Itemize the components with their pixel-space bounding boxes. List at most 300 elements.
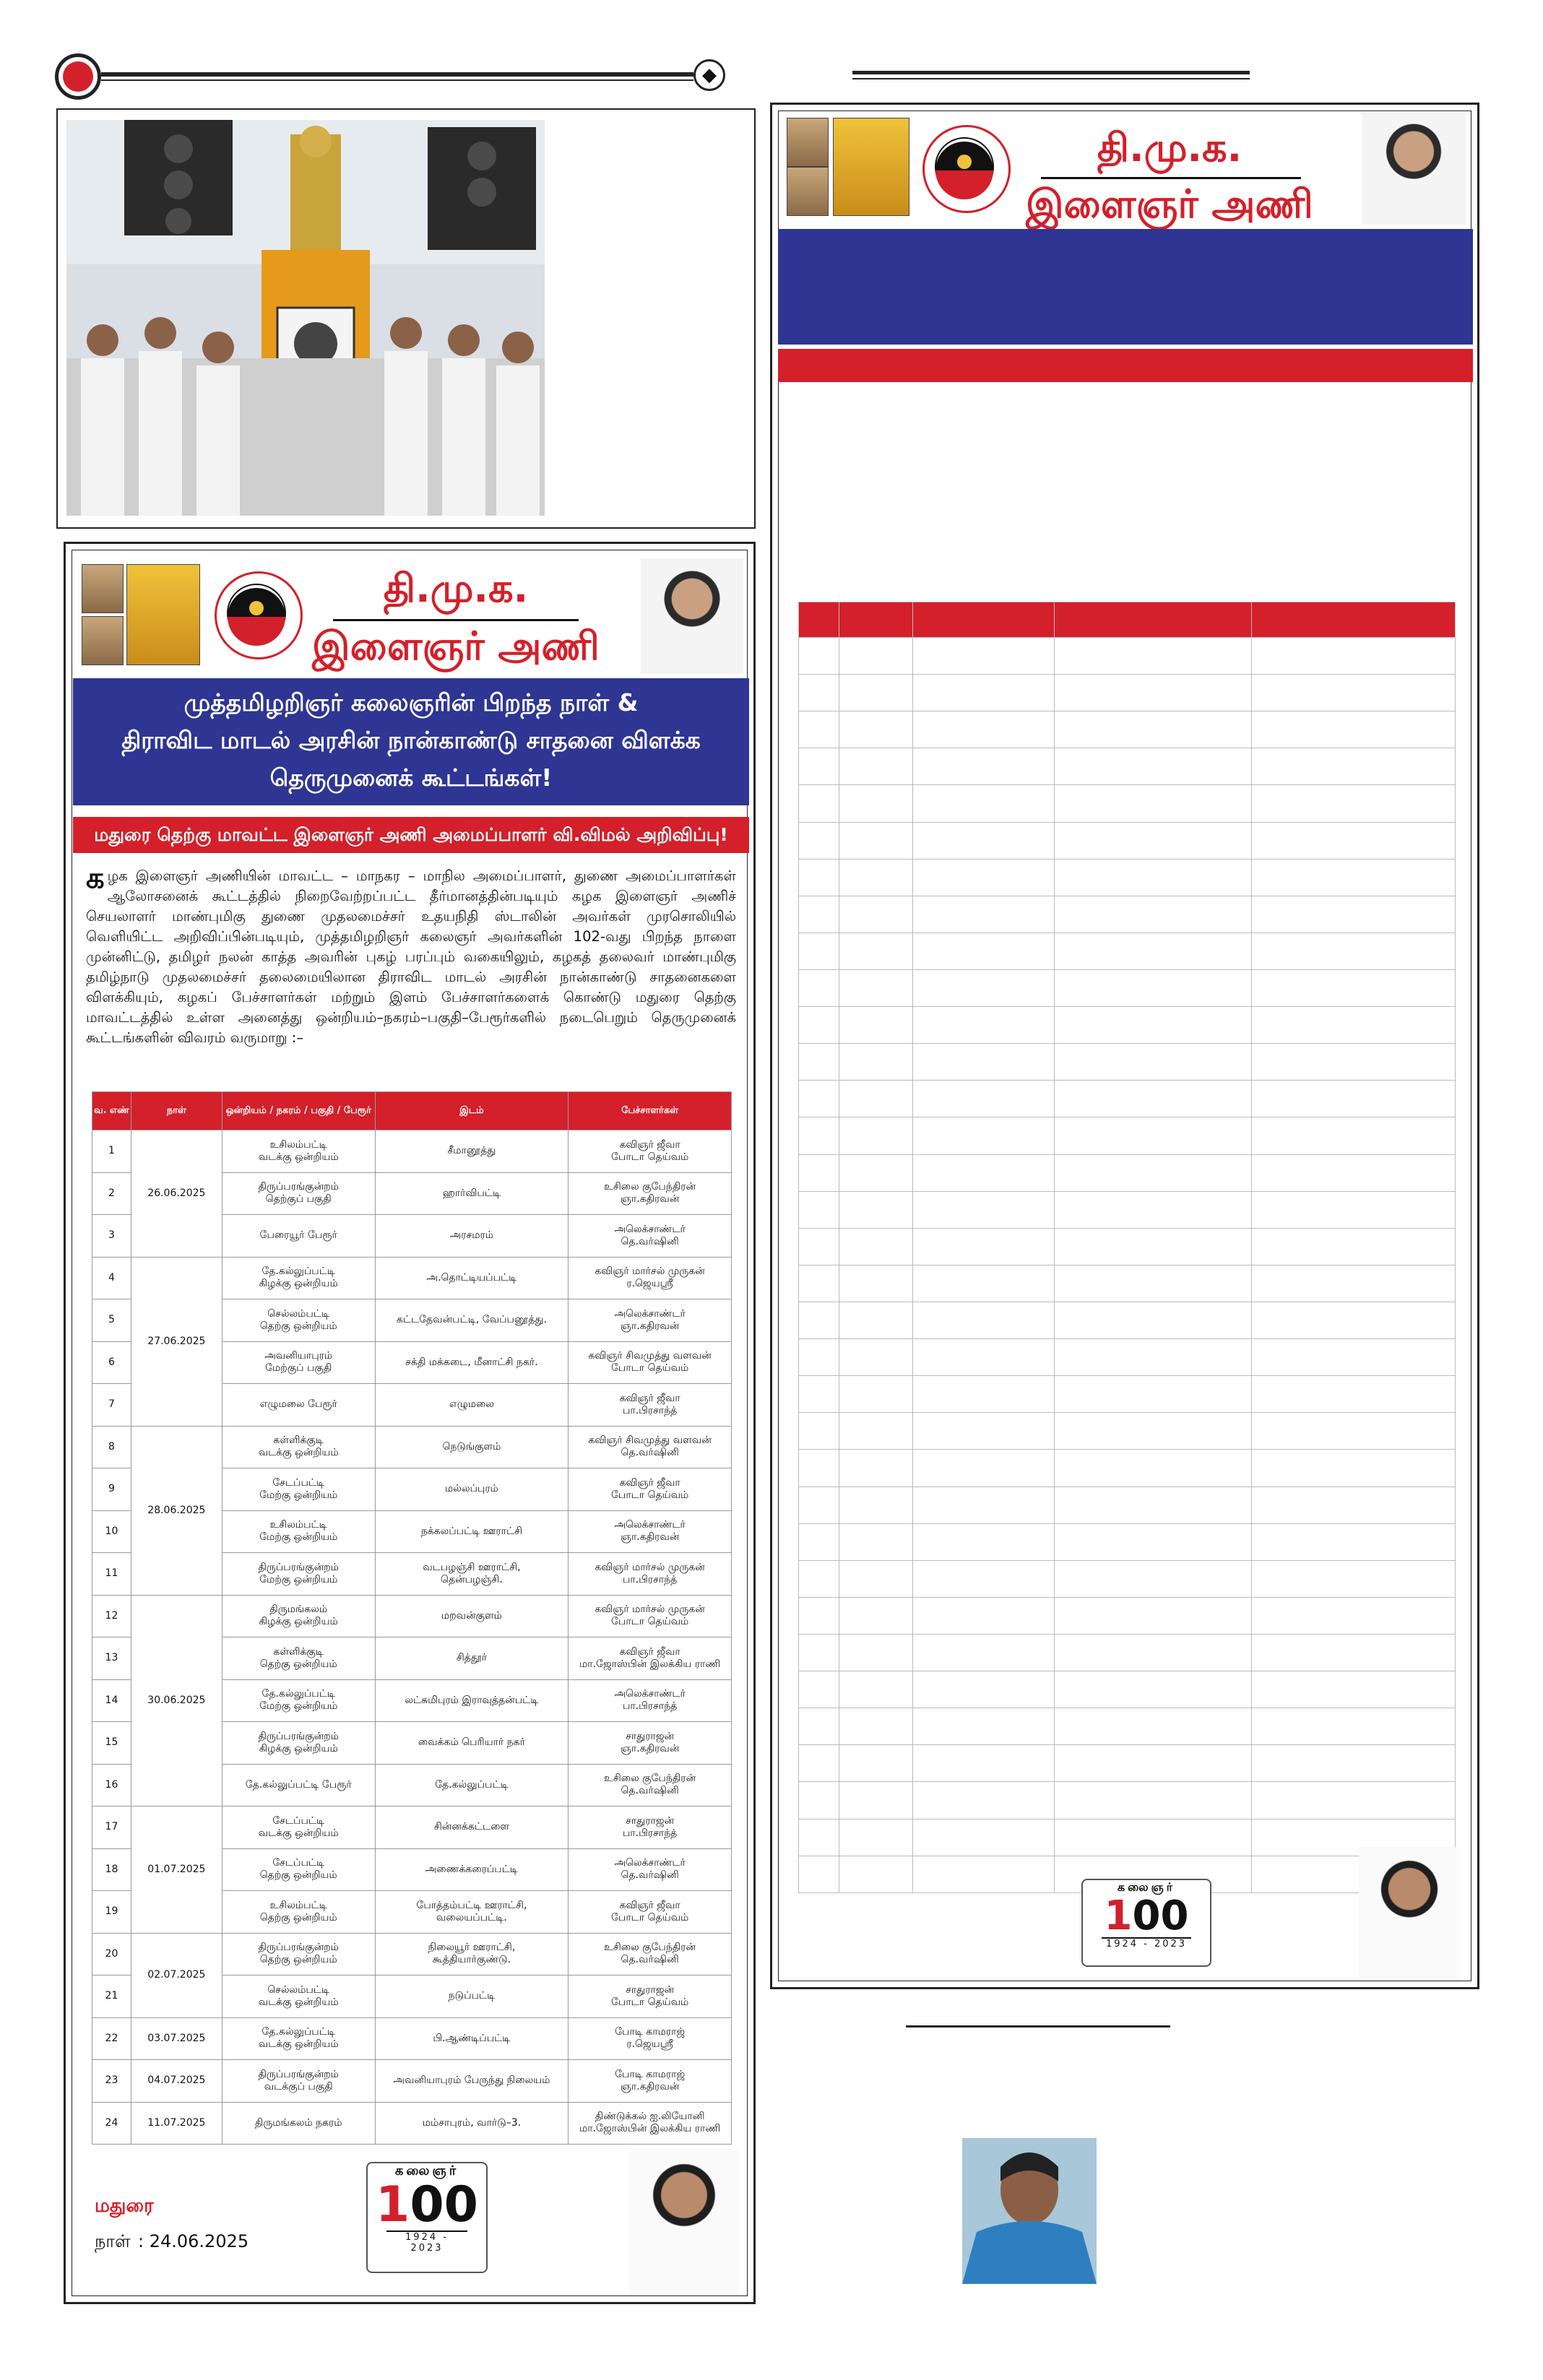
- headline-line-2: திராவிட மாடல் அரசின் நான்காண்டு சாதனை விளக்க: [121, 726, 701, 754]
- blank-cell: [912, 1560, 1054, 1597]
- blank-cell: [1252, 1413, 1456, 1450]
- blank-cell: [1252, 1376, 1456, 1413]
- blank-cell: [839, 1856, 912, 1892]
- blank-cell: [839, 748, 912, 785]
- blank-table-row: [799, 1007, 1456, 1044]
- blank-cell: [1252, 1081, 1456, 1117]
- blank-cell: [839, 638, 912, 675]
- ad-wing-name: இளைஞர் அணி: [1026, 181, 1313, 227]
- ad-headline-banner: [73, 678, 749, 805]
- cell-serial: 14: [92, 1679, 131, 1722]
- blank-cell: [912, 1671, 1054, 1708]
- cell-speakers: அலெக்சாண்டர் ஞா.கதிரவன்: [569, 1299, 732, 1342]
- blank-cell: [1252, 1708, 1456, 1745]
- blank-cell: [912, 969, 1054, 1006]
- headline-banner-empty: [778, 229, 1473, 345]
- cell-place: வடபழஞ்சி ஊராட்சி, தென்பழஞ்சி.: [375, 1553, 569, 1596]
- blank-cell: [839, 711, 912, 748]
- cell-date: 30.06.2025: [131, 1595, 222, 1806]
- blank-table-row: [799, 638, 1456, 675]
- blank-cell: [839, 896, 912, 932]
- blank-cell: [1252, 1745, 1456, 1782]
- blank-cell: [912, 896, 1054, 932]
- cell-speakers: உசிலை குபேந்திரன் தெ.வர்ஷினி: [569, 1933, 732, 1976]
- blank-cell: [1252, 1117, 1456, 1154]
- blank-table-row: [799, 748, 1456, 785]
- blank-cell: [912, 1782, 1054, 1819]
- cell-date: 03.07.2025: [131, 2017, 222, 2060]
- cell-place: சக்தி மக்கடை, மீனாட்சி நகர்.: [375, 1341, 569, 1384]
- blank-cell: [799, 748, 839, 785]
- cell-serial: 1: [92, 1130, 131, 1173]
- blank-cell: [799, 1671, 839, 1708]
- blank-cell: [912, 1117, 1054, 1154]
- header-rule-right: [852, 71, 1250, 74]
- blank-cell: [1252, 1782, 1456, 1819]
- blank-cell: [839, 1671, 912, 1708]
- advertisement-left: [64, 542, 756, 2304]
- blank-table-row: [799, 1671, 1456, 1708]
- blank-table-row: [799, 932, 1456, 969]
- cell-unit: தே.கல்லுப்பட்டி மேற்கு ஒன்றியம்: [222, 1679, 375, 1722]
- cell-speakers: அலெக்சாண்டர் பா.பிரசாந்த்: [569, 1679, 732, 1722]
- blank-cell: [912, 822, 1054, 859]
- blank-table-row: [799, 1597, 1456, 1634]
- table-row: [92, 2017, 732, 2060]
- blank-cell: [799, 1487, 839, 1523]
- stalin-portrait: [641, 558, 743, 674]
- blank-cell: [799, 675, 839, 711]
- blank-table-row: [799, 1708, 1456, 1745]
- blank-cell: [839, 1782, 912, 1819]
- obituary-rule: [906, 2025, 1170, 2028]
- cell-unit: திருப்பரங்குன்றம் மேற்கு ஒன்றியம்: [222, 1553, 375, 1596]
- blank-cell: [912, 1154, 1054, 1191]
- blank-table-row: [799, 1634, 1456, 1671]
- blank-cell: [799, 1560, 839, 1597]
- kalaignar-portrait: [833, 118, 909, 216]
- blank-cell: [1252, 1339, 1456, 1376]
- blank-cell: [1054, 638, 1252, 675]
- blank-cell: [839, 675, 912, 711]
- blank-table-row: [799, 1413, 1456, 1450]
- col-header-place: இடம்: [375, 1092, 569, 1130]
- blank-cell: [839, 1413, 912, 1450]
- blank-cell: [1054, 785, 1252, 822]
- blank-cell: [912, 1634, 1054, 1671]
- dropcap-letter: க: [86, 862, 105, 895]
- cell-place: சித்தூர்: [375, 1637, 569, 1680]
- blank-cell: [1252, 896, 1456, 932]
- announcement-body: [86, 862, 736, 1048]
- cell-unit: திருப்பரங்குன்றம் தெற்குப் பகுதி: [222, 1172, 375, 1215]
- table-row: [92, 1130, 732, 1173]
- blank-cell: [799, 1154, 839, 1191]
- meeting-schedule-table: [92, 1091, 732, 2145]
- cell-serial: 5: [92, 1299, 131, 1342]
- blank-cell: [799, 1191, 839, 1228]
- cell-speakers: அலெக்சாண்டர் தெ.வர்ஷினி: [569, 1848, 732, 1891]
- cell-place: நடுப்பட்டி: [375, 1976, 569, 2018]
- blank-cell: [1054, 1081, 1252, 1117]
- blank-cell: [1252, 1044, 1456, 1081]
- cell-date: 02.07.2025: [131, 1933, 222, 2017]
- col-header-unit: ஒன்றியம் / நகரம் / பகுதி / பேரூர்: [222, 1092, 375, 1130]
- dmk-youth-wing-logo: [922, 125, 1011, 213]
- blank-table-row: [799, 1376, 1456, 1413]
- cell-place: அவனியாபுரம் பேருந்து நிலையம்: [375, 2060, 569, 2103]
- blank-table-row: [799, 1560, 1456, 1597]
- blank-cell: [799, 822, 839, 859]
- cell-unit: சேடப்பட்டி மேற்கு ஒன்றியம்: [222, 1468, 375, 1511]
- cell-unit: தே.கல்லுப்பட்டி வடக்கு ஒன்றியம்: [222, 2017, 375, 2060]
- blank-cell: [912, 1081, 1054, 1117]
- blank-cell: [839, 859, 912, 896]
- cell-serial: 24: [92, 2102, 131, 2145]
- news-photo-box: [56, 108, 756, 529]
- blank-cell: [799, 1007, 839, 1044]
- ad-wing-name: இளைஞர் அணி: [312, 623, 600, 669]
- blank-cell: [1054, 1044, 1252, 1081]
- badge-number-zeros: 00: [410, 2176, 478, 2233]
- cell-date: 27.06.2025: [131, 1257, 222, 1426]
- blank-cell: [839, 1154, 912, 1191]
- badge-number-one: 1: [1104, 1892, 1133, 1939]
- blank-cell: [799, 1708, 839, 1745]
- blank-cell: [839, 1560, 912, 1597]
- cell-place: நக்கலப்பட்டி ஊராட்சி: [375, 1510, 569, 1553]
- cell-serial: 6: [92, 1341, 131, 1384]
- cell-unit: எழுமலை பேரூர்: [222, 1384, 375, 1427]
- cell-serial: 12: [92, 1595, 131, 1637]
- blank-cell: [1252, 748, 1456, 785]
- cell-speakers: கவிஞர் மார்சல் முருகன் பா.பிரசாந்த்: [569, 1553, 732, 1596]
- blank-cell: [912, 638, 1054, 675]
- cell-unit: செல்லம்பட்டி வடக்கு ஒன்றியம்: [222, 1976, 375, 2018]
- blank-cell: [1054, 1671, 1252, 1708]
- blank-cell: [1252, 1560, 1456, 1597]
- cell-speakers: போடி காமராஜ் ர.ஜெயஸ்ரீ: [569, 2017, 732, 2060]
- ad-title-divider: [1041, 177, 1301, 179]
- blank-cell: [1252, 1265, 1456, 1302]
- cell-serial: 3: [92, 1215, 131, 1258]
- blank-cell: [1252, 711, 1456, 748]
- blank-cell: [1054, 1265, 1252, 1302]
- cell-speakers: அலெக்சாண்டர் தெ.வர்ஷினி: [569, 1215, 732, 1258]
- blank-table-row: [799, 1339, 1456, 1376]
- blank-cell: [1252, 1597, 1456, 1634]
- cell-unit: அவனியாபுரம் மேற்குப் பகுதி: [222, 1341, 375, 1384]
- blank-cell: [839, 1376, 912, 1413]
- cell-unit: செல்லம்பட்டி தெற்கு ஒன்றியம்: [222, 1299, 375, 1342]
- blank-cell: [1054, 1745, 1252, 1782]
- blank-cell: [799, 1413, 839, 1450]
- blank-table-row: [799, 1745, 1456, 1782]
- blank-cell: [839, 1191, 912, 1228]
- cell-place: மம்சாபுரம், வார்டு–3.: [375, 2102, 569, 2145]
- blank-cell: [839, 1302, 912, 1338]
- udhayanidhi-portrait: [1359, 1847, 1460, 1978]
- cell-place: அரசமரம்: [375, 1215, 569, 1258]
- cell-unit: திருப்பரங்குன்றம் வடக்குப் பகுதி: [222, 2060, 375, 2103]
- blank-cell: [1252, 638, 1456, 675]
- table-row: [92, 2060, 732, 2103]
- col-header-speakers: பேச்சாளர்கள்: [569, 1092, 732, 1130]
- cell-place: அ.தொட்டியப்பட்டி: [375, 1257, 569, 1299]
- badge-top-text: கலைஞர்: [1117, 1880, 1176, 1894]
- blank-cell: [799, 1634, 839, 1671]
- blank-cell: [839, 785, 912, 822]
- blank-cell: [799, 1339, 839, 1376]
- footer-date-label: நாள்: [95, 2231, 131, 2251]
- blank-cell: [1252, 1191, 1456, 1228]
- blank-cell: [839, 1228, 912, 1265]
- blank-cell: [1054, 1228, 1252, 1265]
- cell-place: பி.ஆண்டிப்பட்டி: [375, 2017, 569, 2060]
- cell-date: 01.07.2025: [131, 1806, 222, 1934]
- cell-place: சீமானூத்து: [375, 1130, 569, 1173]
- blank-cell: [1054, 1413, 1252, 1450]
- blank-cell: [1054, 1191, 1252, 1228]
- blank-cell: [912, 1487, 1054, 1523]
- blank-cell: [1054, 1339, 1252, 1376]
- headline-line-3: தெருமுனைக் கூட்டங்கள்!: [269, 763, 553, 792]
- cell-speakers: சாதுராஜன் பா.பிரசாந்த்: [569, 1806, 732, 1849]
- cell-place: தே.கல்லுப்பட்டி: [375, 1764, 569, 1806]
- blank-cell: [799, 1376, 839, 1413]
- header-rule-right-thin: [852, 78, 1250, 79]
- blank-cell: [799, 1523, 839, 1560]
- headline-line-1: முத்தமிழறிஞர் கலைஞரின் பிறந்த நாள் &: [183, 688, 639, 717]
- blank-cell: [1054, 822, 1252, 859]
- blank-cell: [912, 1708, 1054, 1745]
- blank-table-row: [799, 1228, 1456, 1265]
- blank-cell: [799, 1117, 839, 1154]
- blank-cell: [839, 1450, 912, 1487]
- blank-cell: [1054, 1782, 1252, 1819]
- blank-cell: [912, 1265, 1054, 1302]
- announcement-banner-red-empty: [778, 349, 1473, 382]
- cell-unit: சேடப்பட்டி வடக்கு ஒன்றியம்: [222, 1806, 375, 1849]
- cell-serial: 17: [92, 1806, 131, 1849]
- blank-schedule-body: [799, 638, 1456, 1893]
- cell-speakers: கவிஞர் சிவமுத்து வளவன் போடா தெய்வம்: [569, 1341, 732, 1384]
- blank-cell: [799, 859, 839, 896]
- blank-cell: [799, 711, 839, 748]
- blank-cell: [839, 1634, 912, 1671]
- blank-cell: [1054, 1560, 1252, 1597]
- cell-serial: 19: [92, 1891, 131, 1934]
- cell-speakers: அலெக்சாண்டர் ஞா.கதிரவன்: [569, 1510, 732, 1553]
- table-row: [92, 1933, 732, 1976]
- blank-cell: [912, 1376, 1054, 1413]
- cell-unit: உசிலம்பட்டி மேற்கு ஒன்றியம்: [222, 1510, 375, 1553]
- blank-cell: [912, 675, 1054, 711]
- blank-cell: [1054, 1154, 1252, 1191]
- blank-header-row: [799, 602, 1456, 638]
- table-row: [92, 1595, 732, 1637]
- blank-cell: [839, 1044, 912, 1081]
- blank-cell: [912, 1413, 1054, 1450]
- blank-cell: [799, 1044, 839, 1081]
- cell-place: சின்னக்கட்டளை: [375, 1806, 569, 1849]
- cell-serial: 16: [92, 1764, 131, 1806]
- cell-speakers: சாதுராஜன் ஞா.கதிரவன்: [569, 1722, 732, 1765]
- cell-place: போத்தம்பட்டி ஊராட்சி, வலையப்பட்டி.: [375, 1891, 569, 1934]
- blank-cell: [1054, 1523, 1252, 1560]
- badge-number-one: 1: [376, 2176, 410, 2233]
- blank-cell: [799, 1819, 839, 1856]
- cell-place: அணைக்கரைப்பட்டி: [375, 1848, 569, 1891]
- cell-serial: 21: [92, 1976, 131, 2018]
- ad-title-divider: [333, 619, 579, 621]
- cell-speakers: சாதுராஜன் போடா தெய்வம்: [569, 1976, 732, 2018]
- col-header-date: நாள்: [131, 1092, 222, 1130]
- cell-unit: திருமங்கலம் கிழக்கு ஒன்றியம்: [222, 1595, 375, 1637]
- blank-cell: [799, 1597, 839, 1634]
- table-row: [92, 2102, 732, 2145]
- periyar-portrait: [82, 564, 124, 613]
- cell-speakers: கவிஞர் மார்சல் முருகன் போடா தெய்வம்: [569, 1595, 732, 1637]
- blank-cell: [1054, 1302, 1252, 1338]
- cell-serial: 20: [92, 1933, 131, 1976]
- footer-city: மதுரை: [95, 2195, 154, 2217]
- cell-date: 26.06.2025: [131, 1130, 222, 1258]
- blank-cell: [912, 748, 1054, 785]
- blank-cell: [912, 711, 1054, 748]
- kalaignar-100-logo: [366, 2162, 488, 2273]
- blank-cell: [799, 1856, 839, 1892]
- cell-serial: 9: [92, 1468, 131, 1511]
- blank-table-row: [799, 1191, 1456, 1228]
- blank-cell: [912, 1191, 1054, 1228]
- badge-years: 1924 - 2023: [386, 2230, 467, 2254]
- blank-cell: [839, 969, 912, 1006]
- blank-cell: [1054, 1376, 1252, 1413]
- blank-cell: [1054, 1450, 1252, 1487]
- blank-table-row: [799, 785, 1456, 822]
- blank-cell: [912, 1007, 1054, 1044]
- table-row: [92, 1426, 732, 1468]
- cell-serial: 8: [92, 1426, 131, 1468]
- blank-cell: [912, 1745, 1054, 1782]
- blank-table-row: [799, 1154, 1456, 1191]
- blank-cell: [912, 932, 1054, 969]
- cell-unit: கள்ளிக்குடி தெற்கு ஒன்றியம்: [222, 1637, 375, 1680]
- cell-serial: 22: [92, 2017, 131, 2060]
- cell-speakers: உசிலை குபேந்திரன் தெ.வர்ஷினி: [569, 1764, 732, 1806]
- cell-place: கட்டதேவன்பட்டி, வேப்பனூத்து.: [375, 1299, 569, 1342]
- blank-cell: [1252, 1154, 1456, 1191]
- cell-speakers: திண்டுக்கல் ஐ.லியோனி மா.ஜோஸ்பின் இலக்கிய ராணி: [569, 2102, 732, 2145]
- cell-serial: 10: [92, 1510, 131, 1553]
- cell-serial: 11: [92, 1553, 131, 1596]
- blank-cell: [839, 1265, 912, 1302]
- cell-date: 28.06.2025: [131, 1426, 222, 1595]
- blank-table-row: [799, 1523, 1456, 1560]
- blank-cell: [912, 785, 1054, 822]
- blank-cell: [1252, 785, 1456, 822]
- blank-cell: [1054, 1007, 1252, 1044]
- blank-schedule-table: [798, 602, 1456, 1893]
- cell-unit: கள்ளிக்குடி வடக்கு ஒன்றியம்: [222, 1426, 375, 1468]
- blank-cell: [799, 1228, 839, 1265]
- periyar-portrait: [787, 118, 829, 167]
- obituary-photo: [962, 2138, 1097, 2284]
- table-row: [92, 1806, 732, 1849]
- blank-cell: [1252, 1634, 1456, 1671]
- cell-serial: 15: [92, 1722, 131, 1765]
- udhayanidhi-portrait: [629, 2149, 739, 2293]
- header-circle-emblem: [55, 53, 101, 100]
- blank-table-row: [799, 1782, 1456, 1819]
- blank-cell: [1252, 1228, 1456, 1265]
- cell-serial: 18: [92, 1848, 131, 1891]
- stalin-portrait: [1362, 112, 1466, 225]
- blank-cell: [799, 785, 839, 822]
- blank-cell: [799, 969, 839, 1006]
- elephant-icon: ◆: [693, 59, 725, 91]
- blank-cell: [839, 1708, 912, 1745]
- blank-cell: [1252, 1671, 1456, 1708]
- blank-table-row: [799, 896, 1456, 932]
- cell-unit: தே.கல்லுப்பட்டி பேரூர்: [222, 1764, 375, 1806]
- cell-speakers: கவிஞர் சிவமுத்து வளவன் தெ.வர்ஷினி: [569, 1426, 732, 1468]
- cell-place: நெடுங்குளம்: [375, 1426, 569, 1468]
- blank-cell: [839, 1339, 912, 1376]
- cell-serial: 23: [92, 2060, 131, 2103]
- blank-cell: [1054, 1117, 1252, 1154]
- blank-cell: [799, 638, 839, 675]
- blank-cell: [912, 859, 1054, 896]
- statue-tribute-photo: [66, 120, 545, 516]
- blank-cell: [839, 822, 912, 859]
- cell-place: மறவன்குளம்: [375, 1595, 569, 1637]
- blank-cell: [1054, 932, 1252, 969]
- blank-cell: [799, 1782, 839, 1819]
- blank-cell: [1054, 859, 1252, 896]
- cell-serial: 4: [92, 1257, 131, 1299]
- cell-place: வைக்கம் பெரியார் நகர்: [375, 1722, 569, 1765]
- blank-cell: [839, 1819, 912, 1856]
- badge-years: 1924 - 2023: [1102, 1937, 1191, 1950]
- blank-cell: [1252, 1523, 1456, 1560]
- blank-cell: [1054, 1634, 1252, 1671]
- blank-table-row: [799, 1302, 1456, 1338]
- blank-cell: [839, 932, 912, 969]
- cell-place: நிலையூர் ஊராட்சி, கூத்தியார்குண்டு.: [375, 1933, 569, 1976]
- blank-cell: [839, 1487, 912, 1523]
- blank-cell: [1054, 969, 1252, 1006]
- badge-number: [368, 2176, 486, 2233]
- blank-cell: [799, 1450, 839, 1487]
- blank-cell: [1252, 1302, 1456, 1338]
- schedule-header-row: [92, 1092, 732, 1130]
- cell-unit: தே.கல்லுப்பட்டி கிழக்கு ஒன்றியம்: [222, 1257, 375, 1299]
- cell-unit: சேடப்பட்டி தெற்கு ஒன்றியம்: [222, 1848, 375, 1891]
- cell-serial: 2: [92, 1172, 131, 1215]
- ad-party-name: தி.மு.க.: [383, 566, 529, 611]
- blank-table-row: [799, 1487, 1456, 1523]
- blank-cell: [912, 1044, 1054, 1081]
- header-rule: [101, 72, 693, 77]
- anna-portrait: [82, 616, 124, 665]
- blank-cell: [912, 1523, 1054, 1560]
- blank-table-row: [799, 675, 1456, 711]
- col-header-serial: வ. எண்: [92, 1092, 131, 1130]
- cell-speakers: கவிஞர் ஜீவா பா.பிரசாந்த்: [569, 1384, 732, 1427]
- footer-date: : 24.06.2025: [138, 2231, 249, 2251]
